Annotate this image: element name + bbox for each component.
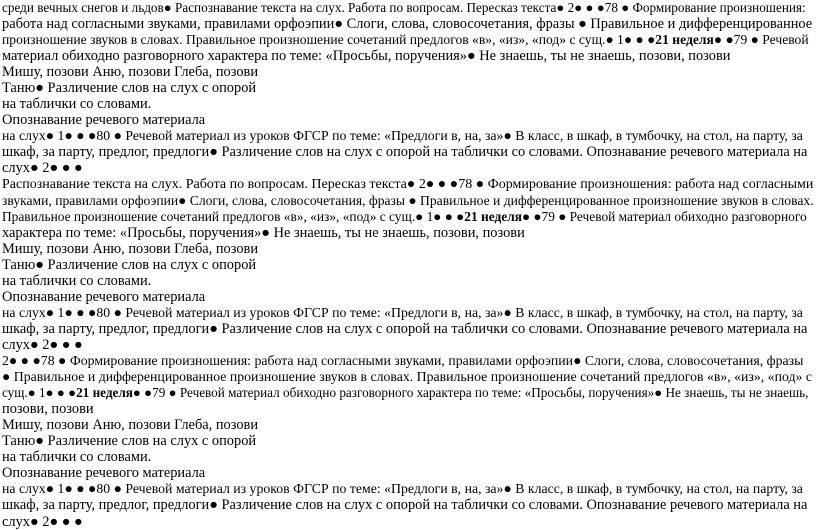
week-label: 21 неделя	[76, 385, 133, 401]
text-line: среди вечных снегов и льдов● Распознавание текста на слух. Работа по вопросам. Пересказ текста● 2● ● ●78 ● Формирование произношения:	[2, 0, 806, 15]
text-line: слух● 2● ● ●	[2, 336, 83, 353]
text-line: Таню● Различение слов на слух с опорой	[2, 256, 257, 273]
week-label: 21 неделя	[464, 208, 522, 224]
text-line: ● Правильное и дифференцированное произношение звуков в словах. Правильное произношение сочетаний предлогов «в», «из», «под» с	[2, 369, 812, 385]
text-line: звуками, правилами орфоэпии● Слоги, слова, словосочетания, фразы ● Правильное и дифференцированное произношение звуков в словах.	[2, 192, 814, 208]
text-line: позови, позови	[2, 401, 94, 418]
text-line: шкаф, за парту, предлог, предлоги● Различение слов на слух с опорой на таблички со словами. Опознавание речевого материала на	[2, 320, 808, 337]
text-line: материал обиходно разговорного характера по теме: «Просьбы, поручения»● Не знаешь, ты не знаешь, позови, позови	[2, 48, 731, 65]
text-line: Мишу, позови Аню, позови Глеба, позови	[2, 64, 259, 81]
text-line: Правильное произношение сочетаний предлогов «в», «из», «под» с сущ.● 1● ● ●21 неделя● ●79 ● Речевой материал обиходно разговорного	[2, 208, 807, 224]
text-line: сущ.● 1● ● ●21 неделя● ●79 ● Речевой материал обиходно разговорного характера по теме: «Просьбы, поручения»● Не знаешь, ты не знаешь,	[2, 385, 809, 401]
text-line: на слух● 1● ● ●80 ● Речевой материал из уроков ФГСР по теме: «Предлоги в, на, за»● В класс, в шкаф, в тумбочку, на стол, на парту, за	[2, 304, 803, 320]
text-line: произношение звуков в словах. Правильное произношение сочетаний предлогов «в», «из», «под» с сущ.● 1● ● ●21 неделя● ●79 ● Речевой	[2, 32, 809, 48]
text-line: Опознавание речевого материала	[2, 112, 206, 129]
week-label: 21 неделя	[655, 32, 714, 48]
text-line: 2● ● ●78 ● Формирование произношения: работа над согласными звуками, правилами орфоэпии● Слоги, слова, словосочетания, фразы	[2, 353, 804, 369]
text-line: на слух● 1● ● ●80 ● Речевой материал из уроков ФГСР по теме: «Предлоги в, на, за»● В класс, в шкаф, в тумбочку, на стол, на парту, за	[2, 128, 803, 144]
text-line: Опознавание речевого материала	[2, 288, 206, 305]
text-line: работа над согласными звуками, правилами орфоэпии● Слоги, слова, словосочетания, фразы ● Правильное и дифференцированное	[2, 16, 813, 33]
text-line: Таню● Различение слов на слух с опорой	[2, 433, 257, 450]
text-line: на таблички со словами.	[2, 272, 152, 289]
text-line: слух● 2● ● ●	[2, 513, 83, 530]
text-line: характера по теме: «Просьбы, поручения»● Не знаешь, ты не знаешь, позови, позови	[2, 224, 525, 241]
text-line: Опознавание речевого материала	[2, 465, 206, 482]
text-line: на таблички со словами.	[2, 449, 152, 466]
text-line: на таблички со словами.	[2, 96, 152, 113]
text-line: Распознавание текста на слух. Работа по вопросам. Пересказ текста● 2● ● ●78 ● Формирование произношения: работа над согласными	[2, 176, 814, 192]
text-line: Таню● Различение слов на слух с опорой	[2, 80, 257, 97]
text-line: шкаф, за парту, предлог, предлоги● Различение слов на слух с опорой на таблички со словами. Опознавание речевого материала на	[2, 144, 808, 161]
text-line: на слух● 1● ● ●80 ● Речевой материал из уроков ФГСР по теме: «Предлоги в, на, за»● В класс, в шкаф, в тумбочку, на стол, на парту, за	[2, 481, 803, 497]
text-line: слух● 2● ● ●	[2, 160, 83, 177]
text-line: шкаф, за парту, предлог, предлоги● Различение слов на слух с опорой на таблички со словами. Опознавание речевого материала на	[2, 497, 808, 514]
text-line: Мишу, позови Аню, позови Глеба, позови	[2, 417, 259, 434]
text-line: Мишу, позови Аню, позови Глеба, позови	[2, 240, 259, 257]
